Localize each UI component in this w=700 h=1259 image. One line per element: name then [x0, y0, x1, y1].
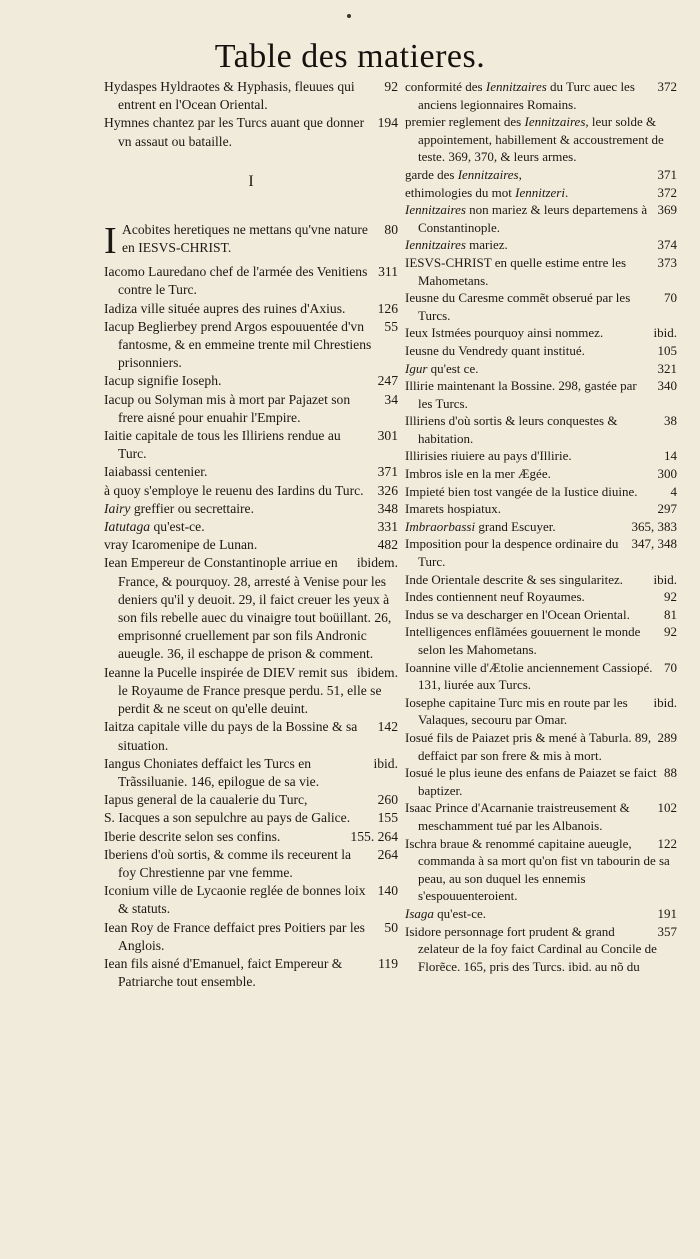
entry-text: Iosué le plus ieune des enfans de Paiazet se faict baptizer. [405, 765, 657, 798]
entry-page: ibid. [653, 694, 677, 710]
entry-page: 70 [664, 290, 677, 306]
section-letter: I [248, 172, 254, 190]
index-entry [405, 465, 677, 483]
index-entry [405, 500, 677, 518]
entry-page: 70 [664, 659, 677, 675]
index-entry [104, 300, 398, 318]
entry-text: Iacup ou Solyman mis à mort par Pajazet son frere aisné pour enuahir l'Empire. [104, 391, 351, 425]
entry-page: ibidem. [356, 555, 398, 571]
index-entry [405, 166, 677, 184]
entry-page: 482 [377, 537, 398, 553]
entry-page: 311 [378, 264, 398, 280]
entry-text: Iean Roy de France deffaict pres Poitiers par les Anglois. [104, 919, 365, 953]
entry-page: 88 [664, 765, 677, 781]
entry-page: 105 [657, 342, 677, 358]
entry-text: Illiriens d'où sortis & leurs conquestes & habitation. [405, 413, 618, 446]
entry-page: 260 [377, 792, 398, 808]
entry-page: 191 [657, 905, 677, 921]
index-entry [405, 377, 677, 412]
entry-page: 321 [657, 360, 677, 376]
index-entry [104, 955, 398, 991]
entry-page: 372 [657, 79, 677, 94]
left-entries-after [104, 263, 398, 991]
index-entry [405, 483, 677, 501]
index-entry [405, 201, 677, 236]
entry-page: 348 [377, 500, 398, 516]
print-speck [347, 14, 351, 18]
entry-text: Iangus Choniates deffaict les Turcs en Trãssiluanie. 146, epilogue de sa vie. [104, 755, 320, 789]
index-entry [104, 482, 398, 500]
index-entry [104, 718, 398, 754]
entry-page: 340 [657, 378, 677, 394]
index-entry [405, 289, 677, 324]
index-entry [104, 882, 398, 918]
entry-page: 119 [378, 955, 398, 971]
index-entry [104, 919, 398, 955]
entry-page: 194 [377, 115, 398, 131]
entry-text: Acobites heretiques ne mettans qu'vne nature en IESVS-CHRIST. [122, 221, 368, 256]
entry-text: Iaitie capitale de tous les Illiriens rendue au Turc. [104, 428, 341, 462]
entry-page: 50 [384, 919, 398, 935]
index-entry [104, 500, 398, 518]
index-entry [405, 324, 677, 342]
entry-text: Iadiza ville située aupres des ruines d'Axius. [104, 300, 346, 316]
index-entry [405, 835, 677, 905]
entry-text: IESVS-CHRIST en quelle estime entre les Mahometans. [405, 254, 627, 288]
right-entries [405, 78, 677, 975]
index-entry [405, 360, 677, 378]
entry-page: 92 [664, 589, 677, 605]
entry-text: Iosephe capitaine Turc mis en route par les Valaques, secouru par Omar. [405, 694, 628, 728]
entry-page: ibidem. [356, 664, 398, 680]
index-entry [405, 342, 677, 360]
index-entry [405, 236, 677, 254]
entry-page: 300 [657, 466, 677, 482]
entry-text: ethimologies du mot Iennitzeri. [405, 184, 569, 200]
entry-page: 140 [377, 883, 398, 899]
entry-page: 301 [377, 428, 398, 444]
index-entry [104, 664, 398, 719]
index-entry [104, 791, 398, 809]
index-entry [405, 447, 677, 465]
index-entry [405, 588, 677, 606]
entry-text: Iairy greffier ou secrettaire. [104, 500, 254, 516]
left-column [104, 78, 398, 991]
index-entry [405, 923, 677, 976]
index-entry [104, 828, 398, 846]
index-entry [405, 729, 677, 764]
entry-text: conformité des Iennitzaires du Turc auec les anciens legionnaires Romains. [405, 79, 635, 112]
entry-text: Iacomo Lauredano chef de l'armée des Venitiens contre le Turc. [104, 264, 368, 298]
entry-text: Impieté bien tost vangée de la Iustice diuine. [405, 483, 638, 499]
entry-page: 122 [657, 835, 677, 851]
entry-page: 247 [377, 373, 398, 389]
index-entry [405, 113, 677, 166]
entry-text: Igur qu'est ce. [405, 360, 479, 376]
index-entry [104, 391, 398, 427]
page-title: Table des matieres. [214, 38, 486, 75]
entry-page: 4 [670, 483, 677, 499]
index-entry [104, 372, 398, 390]
index-entry [104, 755, 398, 791]
entry-text: à quoy s'employe le reuenu des Iardins du Turc. [104, 482, 364, 498]
entry-page: 142 [377, 719, 398, 735]
entry-page: 80 [384, 221, 398, 237]
entry-text: Inde Orientale descrite & ses singularitez. [405, 571, 624, 587]
entry-page: 374 [657, 237, 677, 253]
index-entry [405, 694, 677, 729]
entry-text: Iacup Beglierbey prend Argos espouuentée d'vn fantosme, & en emmeine trente mil Chrestiens prisonniers. [104, 318, 372, 371]
index-entry [405, 659, 677, 694]
entry-text: premier reglement des Iennitzaires, leur solde & appointement, habillement & accoustrement de teste. 369, 370, & leurs armes. [405, 114, 664, 165]
entry-text: Hydaspes Hyldraotes & Hyphasis, fleuues qui entrent en l'Ocean Oriental. [104, 79, 355, 113]
entry-text: Imposition pour la despence ordinaire du Turc. [405, 536, 619, 570]
index-entry [405, 254, 677, 289]
index-entry [104, 263, 398, 299]
entry-text: Imbros isle en la mer Ægée. [405, 466, 551, 482]
index-entry [405, 518, 677, 536]
entry-text: Iacup signifie Ioseph. [104, 373, 222, 389]
entry-page: 372 [657, 184, 677, 200]
entry-page: 92 [384, 79, 398, 94]
entry-text: Iean Empereur de Constantinople arriue en France, & pourquoy. 28, arresté à Venise pour les deniers qu'il y deuoit. 29, il faict creuer les yeux à son fils rebelle auec du vinaigre tout boüillant. 26, emprisonné cruellement par son fils Andronic aueugle. 36, il eschappe de prison & comment. [104, 555, 392, 662]
index-entry [104, 463, 398, 481]
entry-page: 365, 383 [631, 518, 677, 534]
drop-cap: I [104, 219, 117, 262]
entry-text: Isaac Prince d'Acarnanie traistreusement & meschamment tué par les Albanois. [405, 800, 630, 833]
entry-page: 373 [657, 254, 677, 270]
index-entry [405, 799, 677, 834]
index-entry [405, 571, 677, 589]
entry-page: 347, 348 [631, 536, 677, 552]
index-entry [104, 114, 398, 150]
entry-page: 297 [657, 501, 677, 517]
entry-text: Iaitza capitale ville du pays de la Bossine & sa situation. [104, 719, 358, 753]
entry-text: Indus se va descharger en l'Ocean Oriental. [405, 606, 630, 622]
entry-text: Ischra braue & renommé capitaine aueugle, commanda à sa mort qu'on fist vn tabourin de sa peau, au son duquel les ennemis s'espouuenteroient. [405, 835, 670, 904]
index-entry [405, 78, 677, 113]
entry-text: Iatutaga qu'est-ce. [104, 519, 205, 535]
right-column [405, 78, 677, 975]
entry-page: 289 [657, 729, 677, 745]
index-entry [104, 846, 398, 882]
index-entry [104, 518, 398, 536]
entry-text: Illirisies riuiere au pays d'Illirie. [405, 448, 572, 464]
entry-text: vray Icaromenipe de Lunan. [104, 537, 258, 553]
entry-page: 155 [377, 810, 398, 826]
entry-text: Imarets hospiatux. [405, 501, 502, 517]
index-entry [405, 535, 677, 570]
entry-text: Ieux Istmées pourquoy ainsi nommez. [405, 325, 604, 341]
index-entry [104, 554, 398, 663]
entry-page: 264 [377, 846, 398, 862]
left-entries-before [104, 78, 398, 151]
entry-text: Iennitzaires mariez. [405, 237, 508, 253]
entry-page: 34 [384, 391, 398, 407]
entry-page: 371 [377, 464, 398, 480]
index-entry [405, 623, 677, 658]
entry-text: Iconium ville de Lycaonie reglée de bonnes loix & statuts. [104, 883, 366, 917]
entry-text: S. Iacques a son sepulchre au pays de Galice. [104, 810, 351, 826]
entry-text: garde des Iennitzaires, [405, 166, 522, 182]
entry-text: Ieusne du Vendredy quant institué. [405, 342, 585, 358]
entry-page: ibid. [653, 571, 677, 587]
entry-text: Iean fils aisné d'Emanuel, faict Empereur & Patriarche tout ensemble. [104, 955, 343, 990]
entry-text: Intelligences enflãmées gouuernent le monde selon les Mahometans. [405, 624, 641, 657]
entry-text: Imbraorbassi grand Escuyer. [405, 518, 556, 534]
entry-page: 81 [664, 606, 677, 622]
index-entry [104, 318, 398, 373]
entry-text: Iaiabassi centenier. [104, 464, 208, 480]
entry-page: ibid. [653, 325, 677, 341]
index-entry [405, 764, 677, 799]
entry-page: 102 [657, 800, 677, 816]
entry-text: Iennitzaires non mariez & leurs departemens à Constantinople. [405, 202, 648, 235]
entry-page: 331 [377, 519, 398, 535]
entry-page: 357 [657, 923, 677, 939]
index-entry [104, 78, 398, 114]
entry-text: Ieusne du Caresme commẽt obserué par les Turcs. [405, 290, 631, 323]
entry-text: Isidore personnage fort prudent & grand zelateur de la foy faict Cardinal au Concile de Florẽce. 165, pris des Turcs. ibid. au nõ du [405, 923, 657, 974]
entry-page: 126 [377, 300, 398, 316]
entry-page: 55 [384, 318, 398, 334]
entry-text: Iberie descrite selon ses confins. [104, 828, 281, 844]
entry-page: ibid. [373, 755, 398, 771]
entry-text: Isaga qu'est-ce. [405, 905, 487, 921]
entry-page: 369 [657, 202, 677, 218]
entry-text: Iapus general de la caualerie du Turc, [104, 792, 308, 808]
entry-page: 14 [664, 448, 677, 464]
entry-text: Iosué fils de Paiazet pris & mené à Taburla. 89, deffaict par son frere & mis à mort. [405, 729, 652, 763]
entry-text: Hymnes chantez par les Turcs auant que donner vn assaut ou bataille. [104, 115, 365, 149]
index-entry [104, 427, 398, 463]
index-entry [104, 536, 398, 554]
entry-text: Illirie maintenant la Bossine. 298, gastée par les Turcs. [405, 378, 637, 411]
entry-page: 371 [657, 166, 677, 182]
entry-text: Ieanne la Pucelle inspirée de DIEV remit sus le Royaume de France presque perdu. 51, elle se perdit & ne sceut on qu'elle deuint. [104, 664, 382, 717]
entry-page: 38 [664, 413, 677, 429]
index-entry [405, 184, 677, 202]
index-entry [405, 412, 677, 447]
entry-page: 92 [664, 624, 677, 640]
first-entry [104, 219, 398, 262]
entry-text: Ioannine ville d'Ætolie anciennement Cassiopé. 131, liurée aux Turcs. [405, 659, 653, 693]
entry-text: Indes contiennent neuf Royaumes. [405, 589, 585, 605]
entry-text: Iberiens d'où sortis, & comme ils receurent la foy Chrestienne par vne femme. [104, 846, 352, 880]
entry-page: 326 [377, 482, 398, 498]
entry-page: 155. 264 [350, 828, 398, 844]
index-entry [405, 905, 677, 923]
index-entry [405, 606, 677, 624]
index-entry [104, 809, 398, 827]
